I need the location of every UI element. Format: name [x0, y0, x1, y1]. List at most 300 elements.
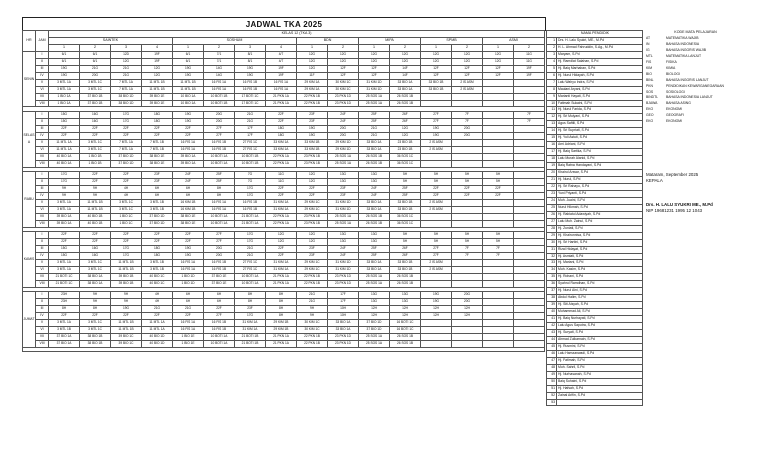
schedule-cell: 12G [266, 238, 297, 245]
schedule-cell: 5H [483, 238, 514, 245]
schedule-cell: 12H [359, 305, 390, 312]
schedule-cell: 27 FIS 1C [235, 146, 266, 153]
schedule-cell: 19G [421, 291, 452, 298]
schedule-cell [452, 280, 483, 287]
schedule-row [23, 51, 545, 58]
schedule-cell: 7 MTL 1A [111, 139, 142, 146]
schedule-cell: 22F [80, 238, 111, 245]
teacher-no: 6 [547, 72, 557, 79]
teacher-name: Hj. Mariani, S.Pd [557, 260, 643, 267]
schedule-cell [421, 153, 452, 160]
schedule-cell: 12G [328, 51, 359, 58]
schedule-cell [483, 206, 514, 213]
teacher-row [547, 267, 643, 274]
schedule-cell: 12G [421, 58, 452, 65]
header-col: 4 [142, 44, 173, 51]
schedule-cell [421, 319, 452, 326]
schedule-cell [452, 160, 483, 167]
schedule-cell: 17G [111, 252, 142, 259]
teacher-no: 36 [547, 281, 557, 288]
schedule-cell [483, 100, 514, 107]
schedule-cell: 16G [80, 111, 111, 118]
schedule-cell: 23 PKN 1B [297, 213, 328, 220]
teacher-name: Muh. Kasim, S.Pd [557, 267, 643, 274]
schedule-cell: 27F [421, 118, 452, 125]
schedule-cell: 16 FIS 1B [235, 79, 266, 86]
schedule-cell: 22F [142, 238, 173, 245]
schedule-row [23, 305, 545, 312]
schedule-cell: 3 MTL 1C [80, 319, 111, 326]
teacher-no: 2 [547, 44, 557, 51]
schedule-cell: 18G [266, 125, 297, 132]
schedule-cell: 6/1 [173, 51, 204, 58]
schedule-cell: 8H [266, 312, 297, 319]
schedule-cell: 27F [204, 231, 235, 238]
schedule-row [23, 340, 545, 347]
schedule-cell: 7 MTL 1A [111, 86, 142, 93]
schedule-cell: 22 PKN 1B [297, 100, 328, 107]
schedule-cell: 12G [297, 51, 328, 58]
schedule-cell: 24F [328, 252, 359, 259]
schedule-cell: 6/1 [49, 58, 80, 65]
schedule-cell: 40 BIO 1D [142, 333, 173, 340]
schedule-cell: 20G [452, 291, 483, 298]
schedule-cell: 22 PKN 1A [266, 160, 297, 167]
schedule-cell: 23F [297, 252, 328, 259]
schedule-cell: 29 KIM 1C [297, 199, 328, 206]
schedule-cell [421, 220, 452, 227]
subject-name: FISIKA [666, 59, 677, 64]
schedule-cell: 12G [297, 238, 328, 245]
schedule-cell: 7G [235, 171, 266, 178]
schedule-cell: 19G [111, 305, 142, 312]
schedule-cell: 33 BIO 1A [328, 326, 359, 333]
schedule-cell: 31 KIM 1A [266, 266, 297, 273]
header-col: 3 [111, 44, 142, 51]
teacher-row [547, 302, 643, 309]
schedule-cell [452, 273, 483, 280]
teacher-no: 20 [547, 170, 557, 177]
subject-code: IN [646, 41, 650, 46]
schedule-cell: 11 MTL 1B [111, 326, 142, 333]
schedule-cell: 11 MTL 1B [142, 86, 173, 93]
schedule-cell: 23F [328, 192, 359, 199]
schedule-cell: 1 BIO 1B [80, 160, 111, 167]
schedule-cell: 12H [421, 312, 452, 319]
schedule-cell: 10 BOTI 1A [204, 220, 235, 227]
schedule-cell: 31 KIM 1A [235, 326, 266, 333]
teacher-name: Hj. Yuli Astuti, S.Pd [557, 135, 643, 142]
subject-code-table [645, 30, 745, 125]
schedule-cell [514, 93, 545, 100]
schedule-row [23, 118, 545, 125]
schedule-cell: 11 MTL 1A [49, 146, 80, 153]
schedule-cell: 23 PKN 1B [297, 153, 328, 160]
schedule-cell: 5H [483, 178, 514, 185]
schedule-cell: 23 PKN 1D [328, 333, 359, 340]
schedule-cell: 26 SOS 1B [359, 220, 390, 227]
jam-cell: VIII [36, 160, 49, 167]
schedule-cell: 25F [390, 185, 421, 192]
subject-name: GEOGRAFI [666, 113, 684, 118]
teacher-name: Hj. Siti Aisyah, S.Pd [557, 302, 643, 309]
teacher-no: 7 [547, 79, 557, 86]
teacher-no: 26 [547, 211, 557, 218]
schedule-cell: 23F [142, 178, 173, 185]
schedule-cell: 17 BOTI 1C [235, 100, 266, 107]
schedule-cell: 10H [328, 305, 359, 312]
schedule-cell [421, 273, 452, 280]
jam-cell: VIII [36, 280, 49, 287]
schedule-cell [483, 79, 514, 86]
teacher-row [547, 260, 643, 267]
schedule-cell: 25 SOS 1A [328, 153, 359, 160]
schedule-cell [514, 139, 545, 146]
schedule-cell: 22F [80, 231, 111, 238]
schedule-cell: 12G [142, 65, 173, 72]
schedule-cell: 11 MTL 1B [80, 199, 111, 206]
schedule-cell: 7 MTL 1B [142, 139, 173, 146]
schedule-cell [514, 259, 545, 266]
schedule-cell: 25 SOS 1A [359, 280, 390, 287]
schedule-cell: 16G [80, 118, 111, 125]
schedule-cell: 37 BIO 1D [111, 160, 142, 167]
teacher-no: 15 [547, 135, 557, 142]
schedule-cell: 37 BIO 1D [359, 326, 390, 333]
teacher-row [547, 156, 643, 163]
schedule-cell: 16 FIS 1A [173, 319, 204, 326]
schedule-cell: 3 MTL 1A [49, 319, 80, 326]
schedule-cell: 29 KIM 1C [297, 259, 328, 266]
schedule-cell: 37 BIO 1B [80, 100, 111, 107]
schedule-cell: 17G [49, 178, 80, 185]
schedule-cell: 22F [111, 132, 142, 139]
teacher-row [547, 357, 643, 364]
subject-code: EKO [646, 107, 654, 112]
teacher-no: 52 [547, 392, 557, 399]
schedule-cell: 16 FIS 1A [266, 86, 297, 93]
schedule-cell: 19G [49, 65, 80, 72]
schedule-cell: 22F [173, 132, 204, 139]
jam-cell: III [36, 125, 49, 132]
schedule-row [23, 171, 545, 178]
teacher-name: Hj. Zuniati, S.Pd [557, 225, 643, 232]
schedule-cell: 22F [483, 192, 514, 199]
teacher-name: Hj. Rabiatul Adawiyah, S.Pd [557, 211, 643, 218]
teacher-row [547, 44, 643, 51]
teacher-row [547, 37, 643, 44]
schedule-cell: 31 KIM 1D [359, 86, 390, 93]
jam-cell: IV [36, 312, 49, 319]
schedule-cell: 30 KIM 1C [297, 319, 328, 326]
teacher-name: Muh. Sahril, S.Pd [557, 364, 643, 371]
teacher-no: 11 [547, 107, 557, 114]
schedule-cell: 15G [49, 245, 80, 252]
schedule-cell: 21 BOTI 1B [235, 333, 266, 340]
schedule-row [23, 58, 545, 65]
schedule-cell: 5H [421, 238, 452, 245]
schedule-cell: 1 BIO 1A [49, 100, 80, 107]
schedule-cell: 13G [359, 178, 390, 185]
schedule-cell: 37 BIO 1D [142, 220, 173, 227]
schedule-cell: 16 FIS 1B [204, 319, 235, 326]
header-hr: HR [23, 31, 36, 52]
teacher-name: Hj. Nurul Hidayah, S.Pd [557, 72, 643, 79]
schedule-cell: 22F [111, 125, 142, 132]
schedule-cell: 11 MTL 1B [142, 79, 173, 86]
schedule-cell: 19G [173, 65, 204, 72]
schedule-cell [483, 333, 514, 340]
schedule-cell: 2 IS ASM [421, 139, 452, 146]
teacher-row [547, 316, 643, 323]
schedule-cell: 31 KIM 1D [328, 206, 359, 213]
teacher-no: 35 [547, 274, 557, 281]
schedule-row [23, 160, 545, 167]
teacher-row [547, 343, 643, 350]
schedule-cell: 8H [235, 291, 266, 298]
teacher-row [547, 183, 643, 190]
schedule-cell: 10 BOTI 1A [204, 340, 235, 347]
schedule-cell: 21G [235, 252, 266, 259]
schedule-cell: 6/1 [173, 58, 204, 65]
jam-cell: IV [36, 132, 49, 139]
schedule-cell: 21 BOTI 1C [49, 273, 80, 280]
schedule-cell: 40 BIO 1D [142, 340, 173, 347]
schedule-cell: 23 BIO 1B [390, 139, 421, 146]
jam-cell: VII [36, 93, 49, 100]
schedule-cell: 33 BIO 1A [390, 86, 421, 93]
schedule-cell [483, 118, 514, 125]
schedule-cell: 16G [80, 245, 111, 252]
schedule-cell: 11 MTL 1A [49, 139, 80, 146]
teacher-name: Hj. Baiq Nurhayati, S.Pd [557, 316, 643, 323]
teacher-name: Hj. Asmiati, S.Pd [557, 253, 643, 260]
schedule-cell: 6H [173, 185, 204, 192]
schedule-cell: 16 FIS 1A [204, 79, 235, 86]
schedule-cell: 33 BIO 1B [421, 79, 452, 86]
teacher-name: Syahrul Ramdhan, S.Pd [557, 281, 643, 288]
schedule-row [23, 146, 545, 153]
teacher-row [547, 385, 643, 392]
schedule-cell: 22F [452, 185, 483, 192]
teacher-no: 53 [547, 399, 557, 406]
schedule-cell: 15G [49, 111, 80, 118]
schedule-cell: 30 KIM 1C [328, 79, 359, 86]
schedule-cell: 25 SOS 1A [359, 93, 390, 100]
schedule-cell: 37 BIO 1D [359, 319, 390, 326]
jam-cell: II [36, 298, 49, 305]
schedule-cell: 25F [359, 252, 390, 259]
schedule-cell: 29 KIM 1A [297, 79, 328, 86]
schedule-cell: 20G [452, 125, 483, 132]
schedule-cell: 11 MTL 1B [173, 86, 204, 93]
schedule-cell: 37 BIO 1D [142, 213, 173, 220]
schedule-cell: 10 BOTI 1B [235, 153, 266, 160]
schedule-cell: 16 FIS 1A [173, 139, 204, 146]
schedule-cell: 26F [390, 118, 421, 125]
schedule-cell: 29 KIM 1B [266, 326, 297, 333]
teacher-name: Lalu Agus Saputra, S.Pd [557, 323, 643, 330]
schedule-cell: 10 BOTI 1A [204, 160, 235, 167]
schedule-cell: 22 PKN 1B [297, 273, 328, 280]
schedule-cell: 29 KIM 1D [328, 146, 359, 153]
schedule-cell: 25F [359, 245, 390, 252]
teacher-name: Hj. Sri Supriati, S.Pd [557, 128, 643, 135]
schedule-cell: 31 KIM 1D [328, 259, 359, 266]
schedule-cell: 22F [142, 132, 173, 139]
schedule-cell [452, 153, 483, 160]
schedule-row [23, 266, 545, 273]
teacher-name: Nurul Hikmah, S.Pd [557, 204, 643, 211]
schedule-cell [421, 160, 452, 167]
teacher-list-header: NAMA PENDIDIK [547, 31, 643, 38]
schedule-cell: 17G [235, 231, 266, 238]
schedule-cell: 19G [173, 72, 204, 79]
schedule-cell: 14G [204, 65, 235, 72]
schedule-cell: 10 BOTI 1A [204, 213, 235, 220]
teacher-name: Baiq Suhaini, S.Pd [557, 378, 643, 385]
schedule-cell: 10 BOTI 1A [204, 333, 235, 340]
schedule-cell: 5H [390, 171, 421, 178]
schedule-cell [483, 93, 514, 100]
schedule-cell: 5H [452, 238, 483, 245]
schedule-row [23, 273, 545, 280]
schedule-cell [452, 340, 483, 347]
jam-cell: II [36, 118, 49, 125]
teacher-name: Maryam, S.Pd [557, 51, 643, 58]
schedule-cell [514, 185, 545, 192]
jam-cell: IV [36, 252, 49, 259]
schedule-cell [514, 125, 545, 132]
teacher-no: 12 [547, 114, 557, 121]
teacher-row [547, 239, 643, 246]
schedule-cell: 40 BIO 1B [80, 213, 111, 220]
schedule-cell: 29 KIM 1A [297, 86, 328, 93]
schedule-cell: 12F [421, 72, 452, 79]
day-name: SELASA [23, 111, 36, 167]
schedule-cell: 3 MTL 1C [111, 199, 142, 206]
teacher-no: 1 [547, 37, 557, 44]
schedule-cell: 38 BIO 1D [111, 93, 142, 100]
schedule-cell: 22 PKN 1A [266, 220, 297, 227]
schedule-row [23, 291, 545, 298]
schedule-cell: 20G [328, 132, 359, 139]
schedule-cell [483, 319, 514, 326]
schedule-cell [514, 206, 545, 213]
schedule-cell: 16 BOTI 1C [390, 326, 421, 333]
schedule-row [23, 259, 545, 266]
schedule-cell: 13G [359, 291, 390, 298]
schedule-cell: 21G [80, 65, 111, 72]
schedule-cell [483, 266, 514, 273]
schedule-cell: 22F [266, 111, 297, 118]
schedule-cell: 3 MTL 1A [49, 79, 80, 86]
schedule-cell: 14F [390, 65, 421, 72]
schedule-cell: 18G [142, 118, 173, 125]
schedule-cell [514, 192, 545, 199]
schedule-cell: 6/1 [49, 51, 80, 58]
teacher-name: Lalu Hamzanwadi, S.Pd [557, 350, 643, 357]
teacher-row [547, 190, 643, 197]
schedule-cell: 11G [266, 171, 297, 178]
teacher-name: Hj. Sri Rahayu, S.Pd [557, 183, 643, 190]
schedule-cell: 6H [142, 185, 173, 192]
schedule-cell: 22F [421, 185, 452, 192]
schedule-cell [483, 132, 514, 139]
schedule-cell: 11 MTL 1A [142, 319, 173, 326]
schedule-cell [483, 111, 514, 118]
schedule-cell: 23F [235, 305, 266, 312]
schedule-cell: 13G [328, 178, 359, 185]
schedule-cell: 21G [297, 298, 328, 305]
teacher-row [547, 163, 643, 170]
subject-code: BJAWA [646, 101, 658, 106]
schedule-cell: 19F [266, 72, 297, 79]
teacher-row [547, 142, 643, 149]
subject-name: BAHASA INGGRIS WAJIB [666, 47, 707, 52]
schedule-cell: 33 BIO 1A [359, 259, 390, 266]
schedule-cell: 10 BIO 1A [173, 93, 204, 100]
schedule-cell: 22F [266, 118, 297, 125]
subject-name: PENDIDIKAN KEWARGANEGARAAN [666, 83, 724, 88]
schedule-row [23, 312, 545, 319]
teacher-row [547, 177, 643, 184]
schedule-cell: 9H [297, 305, 328, 312]
schedule-cell: 38 BIO 1A [80, 273, 111, 280]
teacher-name: Rizal Hidayat, S.Pd [557, 246, 643, 253]
schedule-cell: 23H [49, 291, 80, 298]
schedule-cell: 3 MTL 1A [49, 206, 80, 213]
subject-code: AT [646, 35, 651, 40]
schedule-cell [483, 213, 514, 220]
schedule-cell: 21 BOTI 1B [235, 340, 266, 347]
schedule-cell: 17F [235, 125, 266, 132]
schedule-cell [483, 280, 514, 287]
teacher-name: Hj. Nurul Farida, S.Pd [557, 107, 643, 114]
schedule-cell: 16 FIS 1A [266, 79, 297, 86]
teacher-row [547, 93, 643, 100]
schedule-cell [483, 220, 514, 227]
schedule-cell: 12F [483, 72, 514, 79]
teacher-row [547, 128, 643, 135]
schedule-cell [514, 319, 545, 326]
schedule-cell: 9H [80, 185, 111, 192]
schedule-cell: 21G [359, 132, 390, 139]
schedule-cell [452, 146, 483, 153]
schedule-cell [452, 100, 483, 107]
schedule-cell: 7F [452, 245, 483, 252]
teacher-name: Hj. Sri Mulyani, S.Pd [557, 114, 643, 121]
schedule-cell: 18G [142, 111, 173, 118]
schedule-cell: 14G [204, 72, 235, 79]
teacher-row [547, 218, 643, 225]
schedule-cell: 25 SOS 1A [359, 340, 390, 347]
schedule-cell: 2 IS ASM [421, 199, 452, 206]
schedule-cell: 2 IS ASM [421, 146, 452, 153]
schedule-cell: 22F [80, 125, 111, 132]
schedule-cell: 21G [235, 111, 266, 118]
schedule-cell [421, 280, 452, 287]
schedule-cell [514, 245, 545, 252]
schedule-cell: 9H [80, 192, 111, 199]
schedule-cell: 19G [173, 118, 204, 125]
schedule-cell: 30 KIM 1C [297, 326, 328, 333]
separator-cell [23, 347, 545, 351]
teacher-name: Hj. Hafsah, S.Pd [557, 385, 643, 392]
schedule-cell: 38 BIO 1E [173, 220, 204, 227]
jam-cell: VII [36, 153, 49, 160]
schedule-cell: 12H [390, 312, 421, 319]
